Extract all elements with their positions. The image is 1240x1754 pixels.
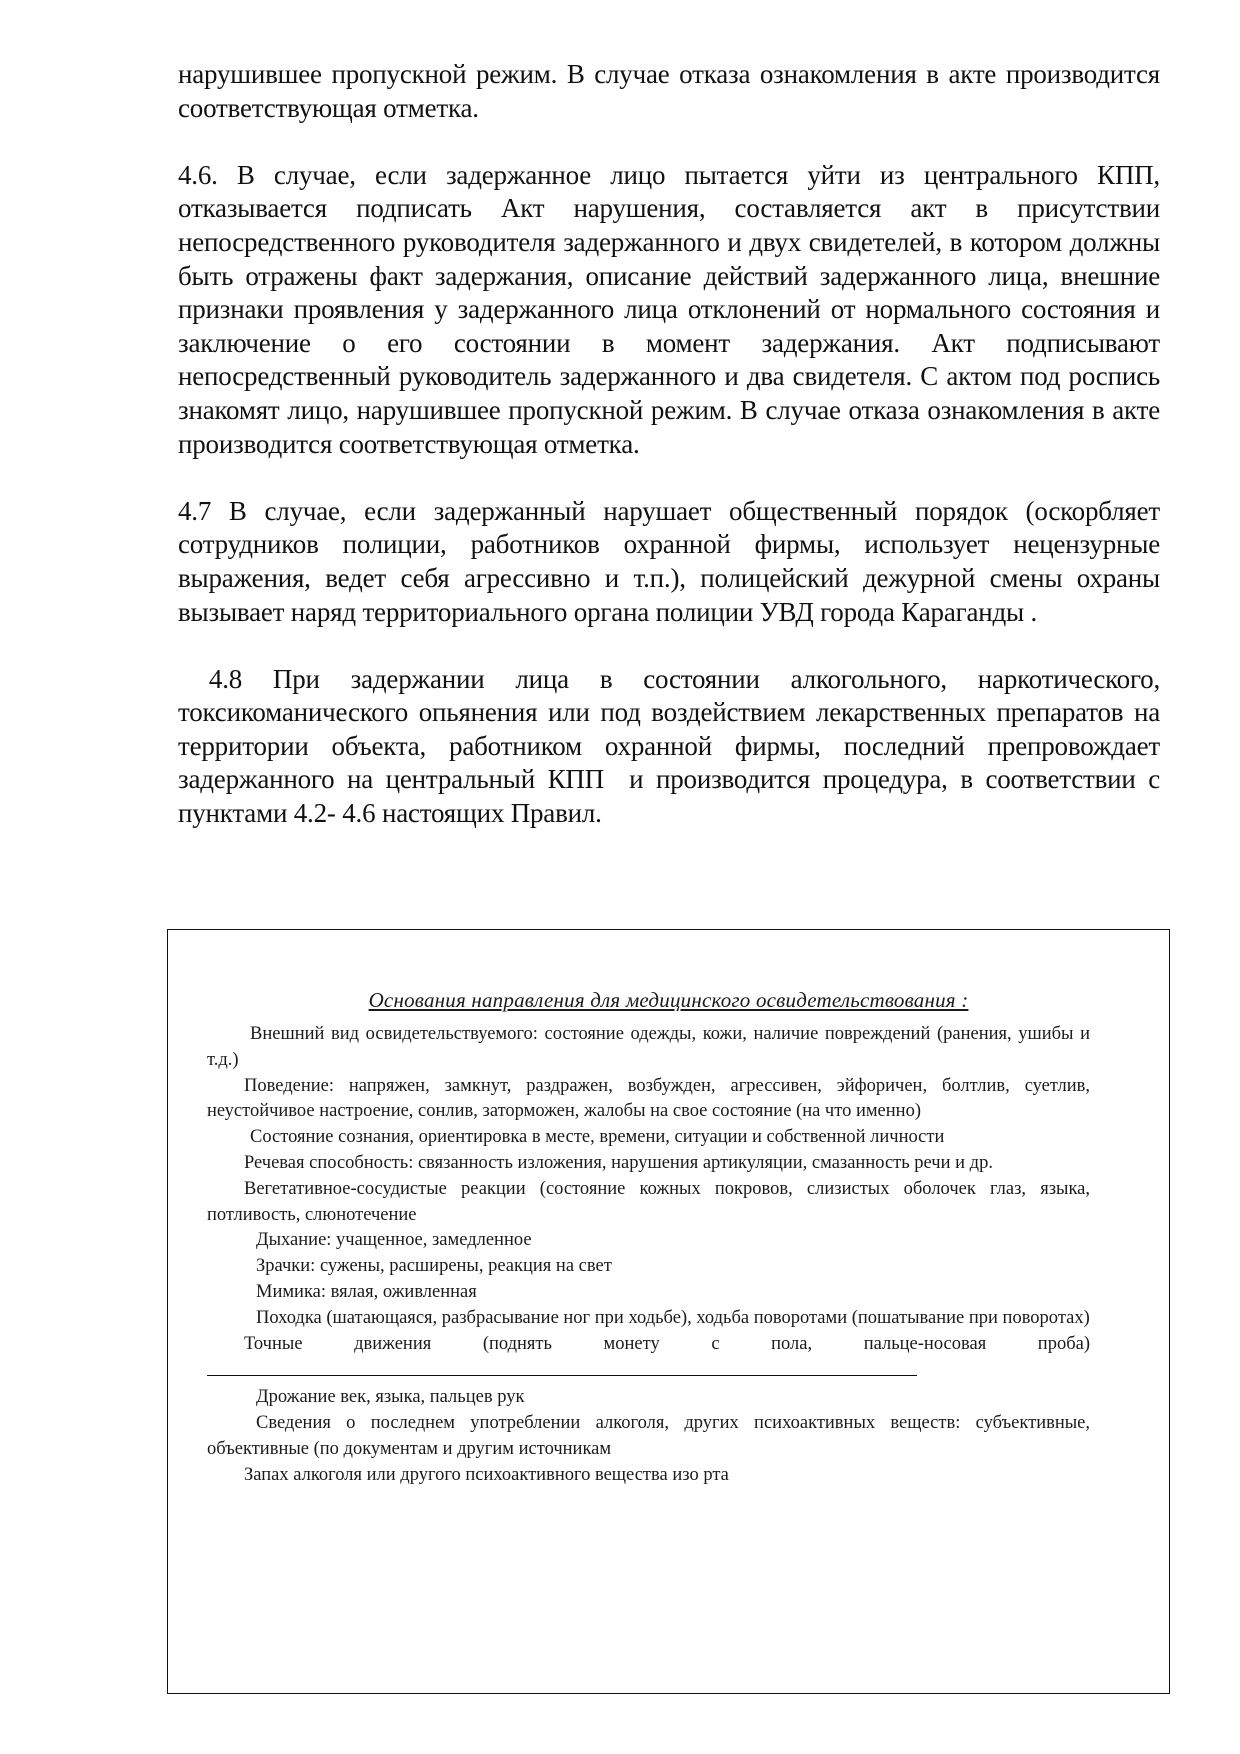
list-item: Запах алкоголя или другого психоактивного вещества изо рта bbox=[244, 1464, 729, 1485]
list-item: Сведения о последнем употреблении алкоголя, других психоактивных веществ: субъективные, объективные (по документам и другим источникам bbox=[207, 1412, 1090, 1459]
list-item: Мимика: вялая, оживленная bbox=[256, 1281, 477, 1302]
paragraph-4-6: 4.6. В случае, если задержанное лицо пытается уйти из центрального КПП, отказывается подписать Акт нарушения, составляется акт в присутствии непосредственного руководителя задержанного и двух свидетелей, в котором должны быть отражены факт задержания, описание действий задержанного лица, внешние признаки проявления у задержанного лица отклонений от нормального состояния и заключение о его состоянии в момент задержания. Акт подписывают непосредственный руководитель задержанного и два свидетеля. С актом под роспись знакомят лицо, нарушившее пропускной режим. В случае отказа ознакомления в акте производится соответствующая отметка. bbox=[178, 159, 1160, 459]
document-body bbox=[178, 58, 1167, 831]
list-item: Речевая способность: связанность изложения, нарушения артикуляции, смазанность речи и др. bbox=[244, 1152, 993, 1173]
list-item: Состояние сознания, ориентировка в месте, времени, ситуации и собственной личности bbox=[250, 1127, 945, 1148]
list-item: Вегетативное-сосудистые реакции (состояние кожных покровов, слизистых оболочек глаз, языка, потливость, слюнотечение bbox=[207, 1178, 1090, 1225]
paragraph-continuation: нарушившее пропускной режим. В случае отказа ознакомления в акте производится соответствующая отметка. bbox=[178, 59, 1160, 123]
list-item: Дыхание: учащенное, замедленное bbox=[256, 1230, 532, 1251]
paragraph-4-7: 4.7 В случае, если задержанный нарушает общественный порядок (оскорбляет сотрудников полиции, работников охранной фирмы, использует нецензурные выражения, ведет себя агрессивно и т.п.), полицейский дежурной смены охраны вызывает наряд территориального органа полиции УВД города Караганды . bbox=[178, 495, 1160, 627]
list-item: Дрожание век, языка, пальцев рук bbox=[256, 1387, 525, 1408]
list-item: Внешний вид освидетельствуемого: состояние одежды, кожи, наличие повреждений (ранения, ушибы и т.д.) bbox=[207, 1024, 1090, 1070]
list-item-with-blank bbox=[207, 1332, 1090, 1386]
paragraph-4-8: 4.8 При задержании лица в состоянии алкогольного, наркотического, токсикоманического опьянения или под воздействием лекарственных препаратов на территории объекта, работником охранной фирмы, последний препровождает задержанного на центральный КПП и производится процедура, в соответствии с пунктами 4.2- 4.6 настоящих Правил. bbox=[178, 663, 1167, 829]
list-item: Походка (шатающаяся, разбрасывание ног при ходьбе), ходьба поворотами (пошатывание при поворотах) bbox=[256, 1307, 1090, 1328]
box-title: Основания направления для медицинского освидетельствования : bbox=[368, 988, 969, 1012]
list-item: Зрачки: сужены, расширены, реакция на свет bbox=[256, 1256, 612, 1277]
list-item: Поведение: напряжен, замкнут, раздражен, возбужден, агрессивен, эйфоричен, болтлив, суетлив, неустойчивое настроение, сонлив, заторможен, жалобы на свое состояние (на что именно) bbox=[207, 1075, 1090, 1122]
box-items bbox=[207, 1022, 1090, 1488]
fill-in-line bbox=[207, 1357, 917, 1376]
medical-examination-box bbox=[167, 929, 1170, 1694]
list-item-text: Точные движения (поднять монету с пола, пальце-носовая проба) bbox=[244, 1333, 1090, 1354]
